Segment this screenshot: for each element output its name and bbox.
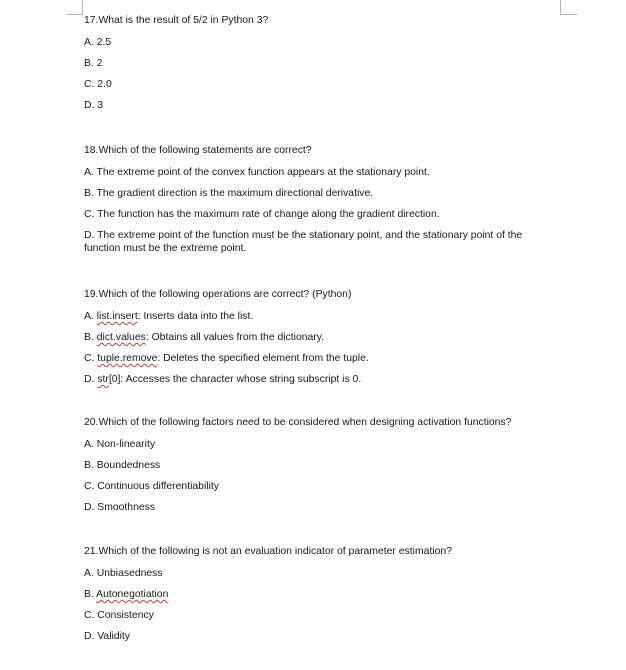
code-term: tuple.remove bbox=[97, 353, 158, 364]
question-18 bbox=[84, 144, 544, 255]
option-d: D. Smoothness bbox=[84, 502, 156, 513]
option-a: A. Non-linearity bbox=[84, 439, 156, 450]
option-b: B. The gradient direction is the maximum directional derivative. bbox=[84, 188, 374, 199]
question-title: 19.Which of the following operations are correct? (Python) bbox=[84, 289, 352, 300]
option-text: : Deletes the specified element from the tuple. bbox=[157, 353, 369, 364]
option-b: B. 2 bbox=[84, 58, 103, 69]
question-19 bbox=[84, 288, 544, 386]
option-c: C. Consistency bbox=[84, 610, 154, 621]
question-20 bbox=[84, 416, 544, 514]
question-21 bbox=[84, 545, 544, 643]
option-c: C. The function has the maximum rate of change along the gradient direction. bbox=[84, 209, 440, 220]
option-prefix: B. bbox=[84, 589, 97, 600]
option-d: D. Validity bbox=[84, 631, 131, 642]
option-c bbox=[84, 352, 544, 365]
option-d bbox=[84, 373, 544, 386]
option-c: C. Continuous differentiability bbox=[84, 481, 219, 492]
option-b: B. Boundedness bbox=[84, 460, 161, 471]
option-b bbox=[84, 588, 544, 601]
question-17 bbox=[84, 14, 544, 112]
option-prefix: C. bbox=[84, 353, 98, 364]
option-a bbox=[84, 310, 544, 323]
option-text: [0]: Accesses the character whose string subscript is 0. bbox=[108, 374, 362, 385]
option-prefix: D. bbox=[84, 374, 98, 385]
option-a: A. The extreme point of the convex function appears at the stationary point. bbox=[84, 167, 430, 178]
code-term: dict.values bbox=[96, 332, 146, 343]
code-term: str bbox=[97, 374, 109, 385]
question-title: 17.What is the result of 5/2 in Python 3? bbox=[84, 15, 269, 26]
option-text: : Inserts data into the list. bbox=[137, 311, 254, 322]
option-a: A. 2.5 bbox=[84, 37, 112, 48]
option-text: : Obtains all values from the dictionary. bbox=[145, 332, 325, 343]
question-title: 18.Which of the following statements are correct? bbox=[84, 145, 312, 156]
option-prefix: A. bbox=[84, 311, 97, 322]
option-prefix: B. bbox=[84, 332, 97, 343]
crop-mark-top-left bbox=[66, 0, 83, 15]
question-title: 20.Which of the following factors need to be considered when designing activation functions? bbox=[84, 417, 512, 428]
option-c: C. 2.0 bbox=[84, 79, 112, 90]
question-title: 21.Which of the following is not an evaluation indicator of parameter estimation? bbox=[84, 546, 452, 557]
option-b bbox=[84, 331, 544, 344]
code-term: list.insert bbox=[96, 311, 138, 322]
option-d: D. The extreme point of the function must be the stationary point, and the stationary point of the function must be the extreme point. bbox=[84, 230, 523, 254]
option-d: D. 3 bbox=[84, 100, 104, 111]
code-term: Autonegotiation bbox=[96, 589, 169, 600]
option-a: A. Unbiasedness bbox=[84, 568, 163, 579]
crop-mark-top-right bbox=[560, 0, 577, 15]
